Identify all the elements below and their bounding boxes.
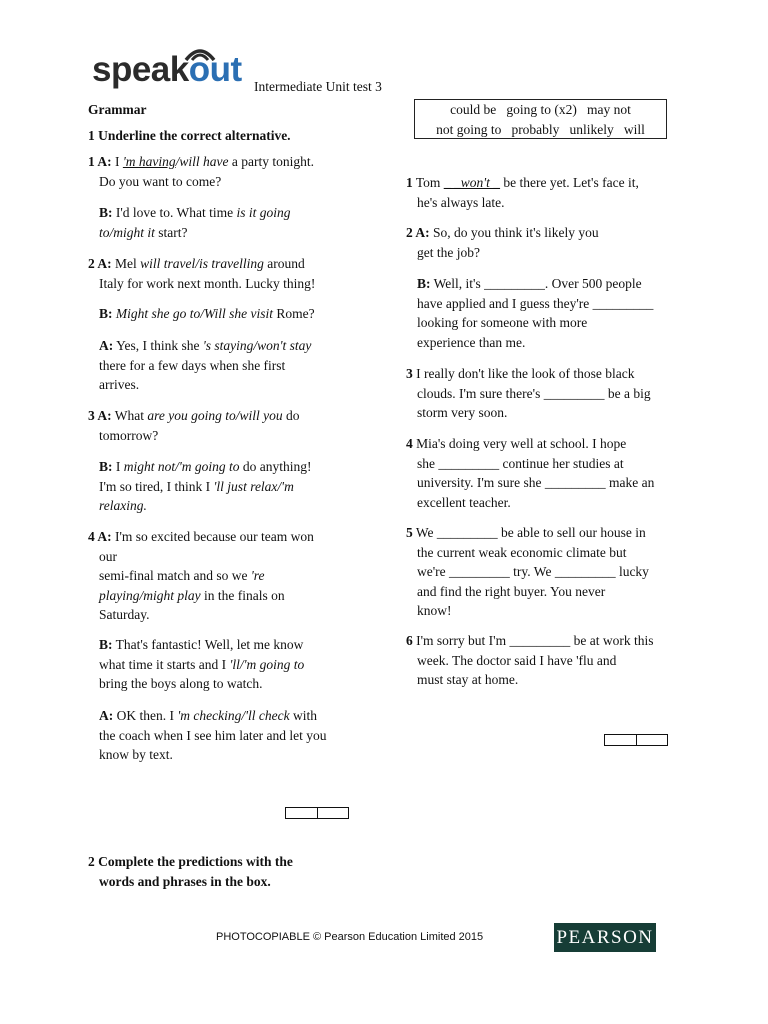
ex2-item-6: 6 I'm sorry but I'm _________ be at work this week. The doctor said I have 'flu and must stay at home. [406,633,654,687]
word-box [414,99,667,139]
ex2-item-2b: B: Well, it's _________. Over 500 people have applied and I guess they're _________ looking for someone with more experience than me. [417,276,654,350]
q3-b: B: I might not/'m going to do anything! I'm so tired, I think I 'll just relax/'m relaxing. [99,459,312,513]
q1-b: B: I'd love to. What time is it going to/might it start? [99,205,291,240]
q2-b: B: Might she go to/Will she visit Rome? [99,306,315,321]
section-title: Grammar [88,102,147,117]
logo-speak: speak [92,50,189,89]
word-box-line2: not going to probably unlikely will [436,121,645,137]
footer-copyright: PHOTOCOPIABLE © Pearson Education Limited 2015 [216,931,484,943]
ex2-score-box[interactable] [604,734,668,746]
q1-a: 1 A: I 'm having/will have a party tonight. Do you want to come? [88,154,314,189]
q2-a: 2 A: Mel will travel/is travelling around Italy for work next month. Lucky thing! [88,256,316,291]
unit-title: Intermediate Unit test 3 [254,79,382,94]
ex2-item-3: 3 I really don't like the look of those black clouds. I'm sure there's _________ be a big storm very soon. [406,366,651,420]
word-box-line1: could be going to (x2) may not [450,102,631,117]
ex1-score-box[interactable] [285,807,349,819]
ex2-item-1: 1 Tom _ _won't _ be there yet. Let's face it, he's always late. [406,175,639,210]
ex1-instruction: 1 Underline the correct alternative. [88,128,291,143]
ex2-item-5: 5 We _________ be able to sell our house in the current weak economic climate but we're _________ try. We _________ lucky and find the right buyer. You never know! [406,525,649,618]
ex2-instruction: 2 Complete the predictions with the words and phrases in the box. [88,854,293,889]
q2-c: A: Yes, I think she 's staying/won't stay there for a few days when she first arrives. [99,338,312,392]
q4-c: A: OK then. I 'm checking/'ll check with the coach when I see him later and let you know by text. [99,708,327,762]
logo-signal-icon [180,40,220,62]
logo-out: out [188,50,242,89]
q3-a: 3 A: What are you going to/will you do tomorrow? [88,408,300,443]
q4-b: B: That's fantastic! Well, let me know what time it starts and I 'll/'m going to bring the boys along to watch. [99,637,305,691]
q4-a: 4 A: I'm so excited because our team won our semi-final match and so we 're playing/might play in the finals on Saturday. [88,529,314,622]
pearson-logo: PEARSON [554,923,656,952]
ex2-item-2a: 2 A: So, do you think it's likely you get the job? [406,225,599,260]
ex2-item-4: 4 Mia's doing very well at school. I hope she _________ continue her studies at university. I'm sure she _________ make an excellent teacher. [406,436,655,510]
